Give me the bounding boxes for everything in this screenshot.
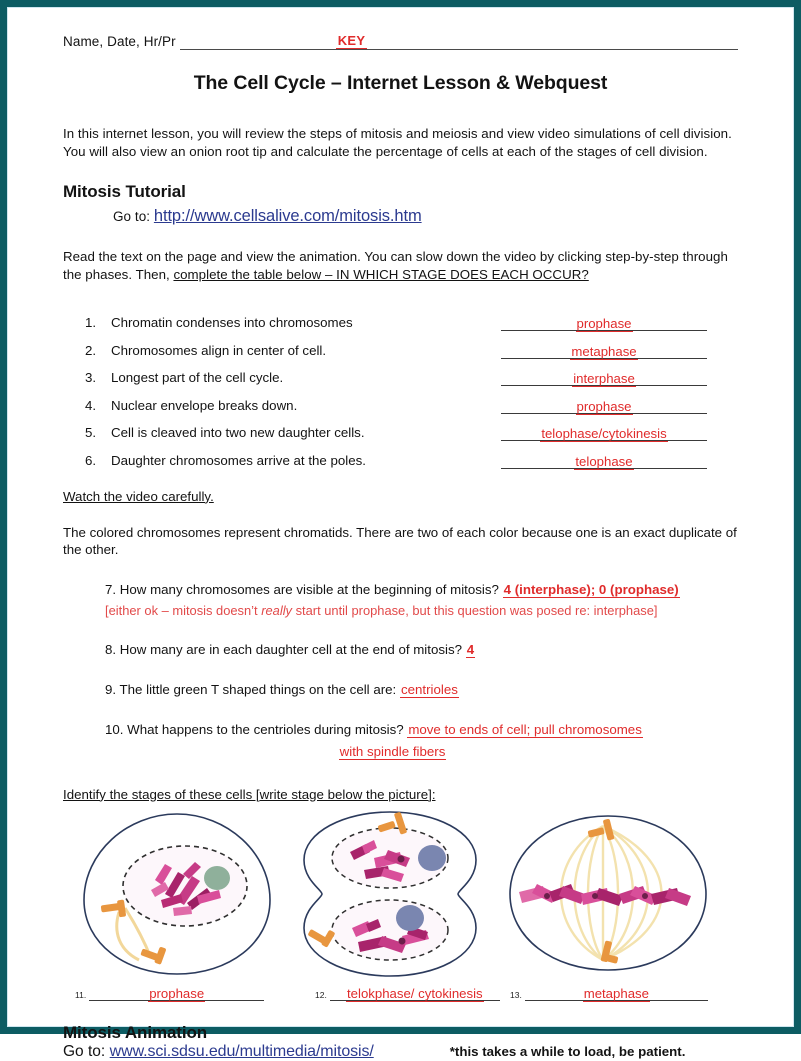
note-italic-word: really xyxy=(261,602,293,618)
question-9-text: 9. The little green T shaped things on the cell are: xyxy=(105,681,397,697)
stage-answer: telokphase/ cytokinesis xyxy=(347,985,483,1001)
cell-diagram-metaphase xyxy=(503,808,713,980)
question-7-text: 7. How many chromosomes are visible at the beginning of mitosis? xyxy=(105,581,499,597)
note-text-before: [either ok – mitosis doesn’t xyxy=(105,602,262,618)
nucleolus xyxy=(204,866,230,890)
row-number: 6. xyxy=(85,452,97,468)
table-row xyxy=(63,425,738,441)
stage-number: 13. xyxy=(510,989,522,1000)
row-answer: telophase/cytokinesis xyxy=(541,426,667,441)
question-9 xyxy=(105,681,738,699)
question-9-answer[interactable]: centrioles xyxy=(400,681,458,697)
stage-table xyxy=(63,315,738,469)
page-inner-frame xyxy=(7,7,794,1060)
question-10-answer-line2[interactable]: with spindle fibers xyxy=(339,743,446,759)
row-answer: metaphase xyxy=(571,343,637,359)
row-answer: prophase xyxy=(576,398,632,414)
section-heading-mitosis-animation: Mitosis Animation xyxy=(63,1022,208,1042)
goto-label: Go to: xyxy=(113,209,151,224)
row-statement: Longest part of the cell cycle. xyxy=(111,370,284,385)
row-statement: Daughter chromosomes arrive at the poles. xyxy=(111,452,366,468)
table-row xyxy=(63,315,738,331)
question-block xyxy=(63,581,738,761)
tutorial-goto-row xyxy=(63,207,738,226)
nucleolus-bottom xyxy=(396,905,424,931)
instruction-text: Read the text on the page and view the animation. You can slow down the video by clicking step-by-step through the phases. Then, xyxy=(63,249,728,282)
stage-answer: prophase xyxy=(149,985,205,1001)
question-7 xyxy=(105,581,738,599)
row-answer: prophase xyxy=(576,316,632,331)
row-statement: Chromosomes align in center of cell. xyxy=(111,342,327,358)
nucleolus-top xyxy=(418,845,446,871)
question-7-answer[interactable]: 4 (interphase); 0 (prophase) xyxy=(503,581,679,597)
row-answer-blank[interactable] xyxy=(501,425,707,441)
cell-diagram-prophase xyxy=(77,808,277,980)
question-10-continued xyxy=(105,743,738,761)
table-row xyxy=(63,453,738,469)
row-answer-blank[interactable] xyxy=(501,315,707,331)
identify-stages-prompt: Identify the stages of these cells [write stage below the picture]: xyxy=(63,786,436,802)
row-answer-blank[interactable] xyxy=(501,343,707,359)
stage-blank-13 xyxy=(510,985,708,1001)
mitosis-animation-section xyxy=(63,1023,738,1061)
sdsu-link[interactable]: www.sci.sdsu.edu/multimedia/mitosis/ xyxy=(109,1042,374,1060)
question-8 xyxy=(105,641,738,659)
question-10 xyxy=(105,721,738,739)
table-row xyxy=(63,370,738,386)
cell-figures-row xyxy=(63,808,738,983)
row-number: 5. xyxy=(85,425,97,440)
row-number: 3. xyxy=(85,370,97,385)
row-statement: Chromatin condenses into chromosomes xyxy=(111,315,353,330)
stage-blank-12 xyxy=(315,985,500,1001)
row-number: 4. xyxy=(85,397,97,413)
stage-answer-blank[interactable] xyxy=(89,985,264,1001)
stage-answer-blank[interactable] xyxy=(330,985,500,1001)
cell-diagram-telophase-cytokinesis xyxy=(288,808,493,980)
note-text-after: start until prophase, but this question was posed re: interphase] xyxy=(292,602,658,618)
row-statement: Cell is cleaved into two new daughter cells. xyxy=(111,425,365,440)
name-date-row xyxy=(63,32,738,50)
name-blank-line xyxy=(180,32,738,50)
table-row xyxy=(63,343,738,359)
tutorial-instruction xyxy=(63,248,738,283)
chromatid-paragraph: The colored chromosomes represent chromatids. There are two of each color because one is an exact duplicate of the other. xyxy=(63,524,737,557)
stage-number: 12. xyxy=(315,989,327,1000)
question-8-text: 8. How many are in each daughter cell at the end of mitosis? xyxy=(105,641,462,657)
page-title: The Cell Cycle – Internet Lesson & Webquest xyxy=(193,72,608,94)
row-answer-blank[interactable] xyxy=(501,453,707,469)
goto-label: Go to: xyxy=(63,1042,106,1060)
instruction-emphasis: complete the table below – IN WHICH STAGE DOES EACH OCCUR? xyxy=(173,266,589,282)
row-answer-blank[interactable] xyxy=(501,370,707,386)
section-heading-mitosis-tutorial: Mitosis Tutorial xyxy=(63,182,186,201)
worksheet-sheet xyxy=(8,8,793,1060)
row-answer: telophase xyxy=(575,453,633,469)
name-date-label: Name, Date, Hr/Pr xyxy=(63,34,176,49)
cellsalive-link[interactable]: http://www.cellsalive.com/mitosis.htm xyxy=(153,207,422,225)
row-answer-blank[interactable] xyxy=(501,398,707,414)
question-10-text: 10. What happens to the centrioles during mitosis? xyxy=(105,721,404,737)
intro-paragraph: In this internet lesson, you will review the steps of mitosis and meiosis and view video simulations of cell division. You will also view an onion root tip and calculate the percentage of cells at each of the stages of cell division. xyxy=(63,126,732,159)
stage-answer: metaphase xyxy=(583,985,649,1001)
question-10-answer-line1[interactable]: move to ends of cell; pull chromosomes xyxy=(408,721,642,737)
stage-answer-blank[interactable] xyxy=(525,985,708,1001)
row-answer: interphase xyxy=(573,371,635,386)
load-time-note: *this takes a while to load, be patient. xyxy=(449,1043,686,1059)
nuclear-envelope-bottom xyxy=(332,900,448,960)
question-7-note xyxy=(105,603,738,619)
stage-blank-11 xyxy=(75,985,264,1001)
question-8-answer[interactable]: 4 xyxy=(466,641,475,657)
row-statement: Nuclear envelope breaks down. xyxy=(111,397,298,413)
row-number: 2. xyxy=(85,342,97,358)
table-row xyxy=(63,398,738,414)
watch-video-heading: Watch the video carefully. xyxy=(63,488,214,504)
animation-goto-row xyxy=(63,1043,738,1061)
key-annotation: KEY xyxy=(337,33,366,48)
row-number: 1. xyxy=(85,315,97,330)
stage-answers-row xyxy=(63,985,738,1009)
stage-number: 11. xyxy=(75,989,87,1000)
